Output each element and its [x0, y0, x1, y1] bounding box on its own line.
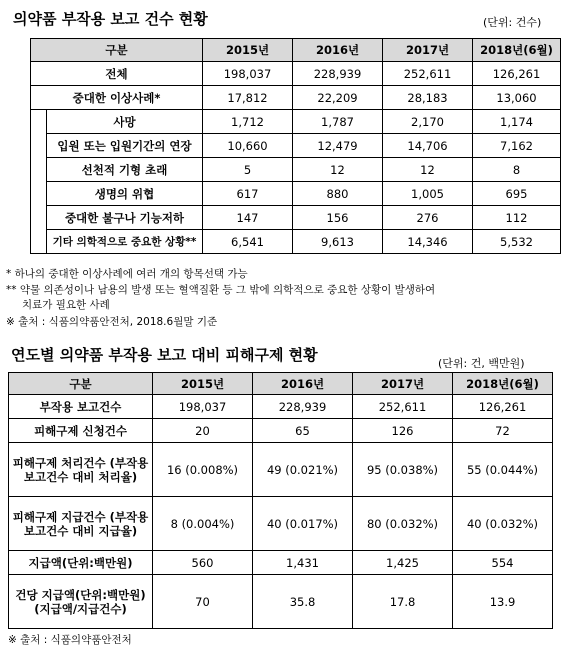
table-row — [9, 395, 553, 419]
table-row — [31, 86, 561, 110]
table-cell: 95 (0.038%) — [353, 443, 453, 497]
table-cell: 35.8 — [253, 575, 353, 629]
table-cell: 198,037 — [153, 395, 253, 419]
table-cell: 695 — [473, 182, 561, 206]
table-cell: 8 — [473, 158, 561, 182]
row-label: 지급액(단위:백만원) — [9, 551, 153, 575]
table1-unit: (단위: 건수) — [483, 16, 542, 29]
table2-unit: (단위: 건, 백만원) — [438, 357, 525, 370]
table-cell: 228,939 — [253, 395, 353, 419]
row-label: 전체 — [31, 62, 203, 86]
table1 — [30, 38, 561, 254]
footnote-1: * 하나의 중대한 이상사례에 여러 개의 항목선택 가능 — [6, 268, 248, 280]
table-cell: 1,787 — [293, 110, 383, 134]
table-cell: 126 — [353, 419, 453, 443]
table-cell: 72 — [453, 419, 553, 443]
table-cell: 14,706 — [383, 134, 473, 158]
header-cell: 구분 — [9, 373, 153, 395]
row-label: 피해구제 신청건수 — [9, 419, 153, 443]
table-cell: 12 — [293, 158, 383, 182]
table2-title: 연도별 의약품 부작용 보고 대비 피해구제 현황 — [11, 346, 318, 364]
table-cell: 12 — [383, 158, 473, 182]
table2-source: ※ 출처 : 식품의약품안전처 — [8, 634, 132, 646]
table-cell: 28,183 — [383, 86, 473, 110]
table-cell: 16 (0.008%) — [153, 443, 253, 497]
table-row — [9, 575, 553, 629]
header-cell: 구분 — [31, 39, 203, 62]
table-row — [31, 230, 561, 254]
header-cell: 2017년 — [353, 373, 453, 395]
table-cell: 20 — [153, 419, 253, 443]
table-cell: 126,261 — [453, 395, 553, 419]
table-cell: 6,541 — [203, 230, 293, 254]
table-cell: 55 (0.044%) — [453, 443, 553, 497]
table-cell: 40 (0.017%) — [253, 497, 353, 551]
table-cell: 1,431 — [253, 551, 353, 575]
table-cell: 7,162 — [473, 134, 561, 158]
table-cell: 13.9 — [453, 575, 553, 629]
row-label: 피해구제 처리건수 (부작용 보고건수 대비 처리율) — [9, 443, 153, 497]
table-cell: 198,037 — [203, 62, 293, 86]
row-label: 건당 지급액(단위:백만원) (지급액/지급건수) — [9, 575, 153, 629]
table-cell: 1,174 — [473, 110, 561, 134]
table2 — [8, 372, 553, 629]
row-label: 입원 또는 입원기간의 연장 — [47, 134, 203, 158]
row-label: 선천적 기형 초래 — [47, 158, 203, 182]
indent-cell — [31, 230, 47, 254]
row-label: 피해구제 지급건수 (부작용 보고건수 대비 지급율) — [9, 497, 153, 551]
table-cell: 40 (0.032%) — [453, 497, 553, 551]
footnote-2-cont: 치료가 필요한 사례 — [22, 299, 110, 311]
row-label: 부작용 보고건수 — [9, 395, 153, 419]
table-cell: 70 — [153, 575, 253, 629]
table-cell: 5 — [203, 158, 293, 182]
row-label: 사망 — [47, 110, 203, 134]
table-cell: 554 — [453, 551, 553, 575]
table-row — [31, 158, 561, 182]
table2-header-row — [9, 373, 553, 395]
table-cell: 276 — [383, 206, 473, 230]
table-cell: 1,425 — [353, 551, 453, 575]
row-label: 중대한 불구나 기능저하 — [47, 206, 203, 230]
table-cell: 5,532 — [473, 230, 561, 254]
table-cell: 156 — [293, 206, 383, 230]
table-cell: 10,660 — [203, 134, 293, 158]
table-row — [31, 62, 561, 86]
table-row — [31, 182, 561, 206]
source-note: ※ 출처 : 식품의약품안전처, 2018.6월말 기준 — [6, 316, 218, 328]
indent-cell — [31, 134, 47, 158]
header-cell: 2015년 — [203, 39, 293, 62]
table-row — [31, 134, 561, 158]
table-cell: 1,712 — [203, 110, 293, 134]
table-row — [31, 110, 561, 134]
table-cell: 560 — [153, 551, 253, 575]
table-cell: 880 — [293, 182, 383, 206]
indent-cell — [31, 110, 47, 134]
table-cell: 8 (0.004%) — [153, 497, 253, 551]
indent-cell — [31, 158, 47, 182]
indent-cell — [31, 182, 47, 206]
table-cell: 252,611 — [353, 395, 453, 419]
header-cell: 2015년 — [153, 373, 253, 395]
table-cell: 228,939 — [293, 62, 383, 86]
table-cell: 17.8 — [353, 575, 453, 629]
indent-cell — [31, 206, 47, 230]
table-cell: 147 — [203, 206, 293, 230]
table1-title: 의약품 부작용 보고 건수 현황 — [13, 10, 208, 28]
row-label: 중대한 이상사례* — [31, 86, 203, 110]
table-cell: 617 — [203, 182, 293, 206]
table-row — [9, 551, 553, 575]
table-row — [9, 497, 553, 551]
table-cell: 252,611 — [383, 62, 473, 86]
table-cell: 14,346 — [383, 230, 473, 254]
header-cell: 2018년(6월) — [453, 373, 553, 395]
header-cell: 2018년(6월) — [473, 39, 561, 62]
table1-header-row — [31, 39, 561, 62]
table-cell: 1,005 — [383, 182, 473, 206]
row-label: 기타 의학적으로 중요한 상황** — [47, 230, 203, 254]
table-row — [9, 443, 553, 497]
table-cell: 126,261 — [473, 62, 561, 86]
table-cell: 80 (0.032%) — [353, 497, 453, 551]
header-cell: 2017년 — [383, 39, 473, 62]
header-cell: 2016년 — [253, 373, 353, 395]
table-row — [31, 206, 561, 230]
table-cell: 9,613 — [293, 230, 383, 254]
table-cell: 12,479 — [293, 134, 383, 158]
table-cell: 49 (0.021%) — [253, 443, 353, 497]
table-cell: 65 — [253, 419, 353, 443]
table-row — [9, 419, 553, 443]
header-cell: 2016년 — [293, 39, 383, 62]
footnote-2: ** 약물 의존성이나 남용의 발생 또는 혈액질환 등 그 밖에 의학적으로 중요한 상황이 발생하여 — [6, 284, 436, 296]
table-cell: 13,060 — [473, 86, 561, 110]
table-cell: 2,170 — [383, 110, 473, 134]
table-cell: 22,209 — [293, 86, 383, 110]
table-cell: 112 — [473, 206, 561, 230]
row-label: 생명의 위협 — [47, 182, 203, 206]
table-cell: 17,812 — [203, 86, 293, 110]
